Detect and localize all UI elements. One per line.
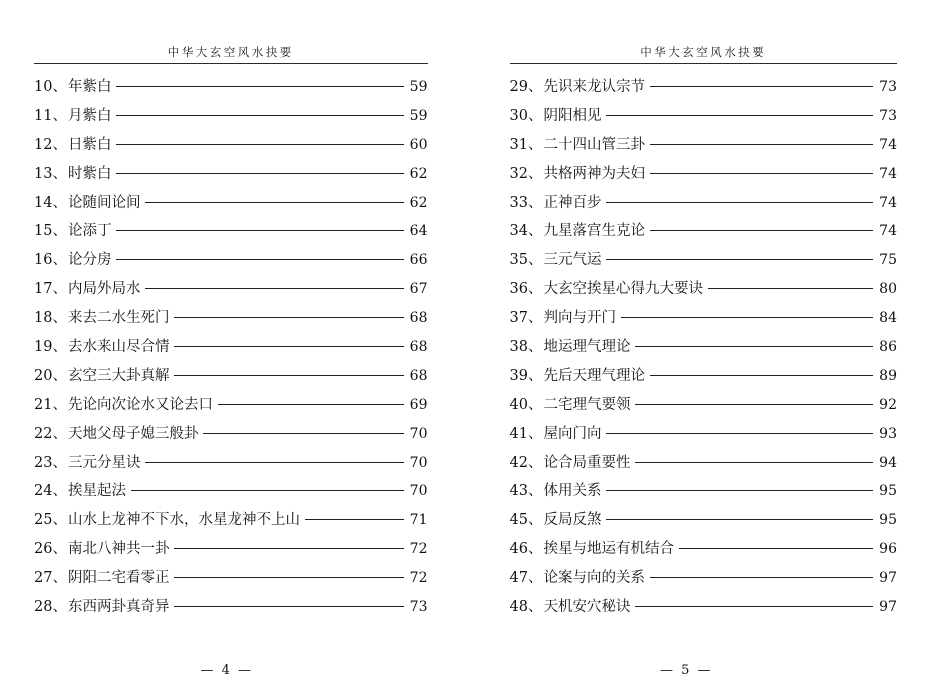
toc-title: 正神百步	[543, 194, 602, 211]
toc-entry[interactable]	[510, 167, 898, 182]
toc-entry[interactable]	[34, 398, 428, 413]
toc-number: 45、	[509, 512, 543, 529]
toc-page-number: 89	[879, 367, 897, 384]
toc-leader	[145, 287, 403, 289]
toc-title: 三元分星诀	[67, 454, 141, 471]
toc-leader	[305, 518, 404, 520]
toc-number: 14、	[34, 194, 67, 211]
toc-page-number: 68	[409, 367, 428, 384]
toc-entry[interactable]	[34, 600, 428, 615]
toc-leader	[116, 143, 403, 145]
toc-page-number: 73	[879, 79, 897, 95]
toc-entry[interactable]	[510, 340, 898, 355]
toc-number: 31、	[509, 136, 543, 153]
toc-number: 37、	[509, 310, 543, 327]
toc-title: 大玄空挨星心得九大要诀	[543, 281, 703, 298]
toc-number: 40、	[509, 396, 543, 413]
toc-entry[interactable]	[34, 484, 428, 499]
toc-title: 挨星与地运有机结合	[543, 541, 674, 558]
toc-leader	[708, 287, 873, 289]
toc-leader	[635, 605, 873, 607]
folio-left: — 4 —	[200, 663, 254, 678]
toc-entry[interactable]	[510, 542, 898, 557]
toc-page-number: 94	[879, 454, 897, 471]
toc-number: 21、	[34, 396, 67, 413]
toc-page-number: 70	[409, 483, 428, 500]
toc-number: 11、	[34, 107, 67, 124]
toc-leader	[621, 316, 873, 318]
toc-leader	[650, 229, 873, 231]
toc-entry[interactable]	[510, 484, 898, 499]
toc-page-number: 86	[879, 339, 897, 356]
toc-entry[interactable]	[510, 224, 898, 239]
toc-leader	[650, 172, 873, 174]
toc-entry[interactable]	[34, 311, 428, 326]
toc-leader	[218, 403, 404, 405]
toc-title: 山水上龙神不下水，水星龙神不上山	[67, 512, 300, 529]
toc-page-number: 72	[409, 570, 428, 587]
toc-page-number: 60	[409, 136, 428, 153]
toc-number: 48、	[509, 599, 543, 616]
toc-page-number: 97	[879, 570, 897, 587]
toc-entry[interactable]	[510, 196, 898, 211]
toc-title: 玄空三大卦真解	[67, 367, 170, 384]
toc-entry[interactable]	[34, 456, 428, 471]
toc-title: 南北八神共一卦	[67, 541, 170, 558]
toc-title: 论随间论间	[67, 194, 141, 211]
toc-leader	[606, 258, 873, 260]
toc-title: 时紫白	[67, 165, 112, 182]
toc-page-number: 95	[879, 483, 897, 500]
toc-leader	[635, 461, 873, 463]
toc-title: 二宅理气要领	[543, 396, 631, 413]
toc-entry[interactable]	[510, 138, 898, 153]
toc-leader	[116, 229, 403, 231]
toc-number: 22、	[34, 425, 67, 442]
toc-leader	[174, 547, 403, 549]
toc-page-number: 73	[879, 107, 897, 124]
folio-right: — 5 —	[659, 663, 713, 678]
toc-page-number: 92	[879, 396, 897, 413]
toc-number: 43、	[509, 483, 543, 500]
toc-number: 20、	[34, 367, 67, 384]
toc-title: 月紫白	[67, 107, 112, 124]
toc-number: 29、	[509, 79, 543, 95]
toc-number: 32、	[509, 165, 543, 182]
toc-leader	[650, 576, 873, 578]
toc-page-number: 70	[409, 454, 428, 471]
toc-number: 30、	[509, 107, 543, 124]
toc-entry[interactable]	[510, 253, 898, 268]
toc-entry[interactable]	[34, 109, 428, 124]
toc-page-number: 66	[409, 252, 428, 269]
toc-leader	[131, 489, 404, 491]
toc-number: 36、	[509, 281, 543, 298]
toc-number: 41、	[509, 425, 543, 442]
toc-number: 16、	[34, 252, 67, 269]
toc-title: 先后天理气理论	[543, 367, 645, 384]
toc-entry[interactable]	[34, 196, 428, 211]
toc-number: 39、	[509, 367, 543, 384]
running-head-right: 中华大玄空风水抉要	[640, 45, 767, 59]
toc-title: 三元气运	[543, 252, 602, 269]
toc-title: 地运理气理论	[543, 339, 631, 356]
toc-title: 内局外局水	[67, 281, 141, 298]
toc-title: 二十四山管三卦	[543, 136, 645, 153]
toc-leader	[606, 518, 873, 520]
toc-number: 35、	[509, 252, 543, 269]
toc-leader	[145, 461, 403, 463]
toc-title: 天机安穴秘诀	[543, 599, 631, 616]
toc-number: 23、	[34, 454, 67, 471]
toc-leader	[203, 432, 403, 434]
toc-page-number: 62	[409, 194, 428, 211]
toc-number: 27、	[34, 570, 67, 587]
head-rule-right	[510, 63, 898, 64]
toc-entry[interactable]	[34, 369, 428, 384]
toc-number: 12、	[34, 136, 67, 153]
toc-entry[interactable]	[34, 340, 428, 355]
toc-leader	[650, 374, 873, 376]
toc-number: 15、	[34, 223, 67, 240]
toc-entry[interactable]	[34, 224, 428, 239]
toc-leader	[116, 258, 403, 260]
toc-title: 天地父母子媳三般卦	[67, 425, 199, 442]
toc-title: 去水来山尽合情	[67, 339, 170, 356]
toc-leader	[174, 345, 403, 347]
toc-page-number: 74	[879, 165, 897, 182]
toc-number: 13、	[34, 165, 67, 182]
toc-title: 阴阳二宅看零正	[67, 570, 170, 587]
toc-number: 24、	[34, 483, 67, 500]
toc-title: 年紫白	[67, 79, 112, 95]
toc-list-right	[510, 80, 898, 615]
toc-page-number: 93	[879, 425, 897, 442]
toc-number: 18、	[34, 310, 67, 327]
toc-number: 10、	[34, 79, 67, 95]
toc-title: 论合局重要性	[543, 454, 631, 471]
toc-leader	[174, 374, 403, 376]
toc-leader	[174, 576, 403, 578]
toc-title: 日紫白	[67, 136, 112, 153]
toc-page-number: 62	[409, 165, 428, 182]
toc-title: 体用关系	[543, 483, 602, 500]
toc-title: 论添丁	[67, 223, 112, 240]
toc-title: 阴阳相见	[543, 107, 602, 124]
toc-entry[interactable]	[34, 513, 428, 528]
toc-leader	[606, 432, 873, 434]
toc-number: 19、	[34, 339, 67, 356]
toc-number: 25、	[34, 512, 67, 529]
toc-title: 反局反煞	[543, 512, 602, 529]
toc-leader	[606, 201, 873, 203]
toc-page-number: 75	[879, 252, 897, 269]
toc-entry[interactable]	[510, 311, 898, 326]
toc-title: 屋向门向	[543, 425, 602, 442]
toc-leader	[174, 316, 403, 318]
toc-entry[interactable]	[34, 571, 428, 586]
page-right	[464, 0, 927, 700]
toc-title: 共格两神为夫妇	[543, 165, 645, 182]
toc-page-number: 70	[409, 425, 428, 442]
toc-entry[interactable]	[510, 427, 898, 442]
toc-leader	[116, 172, 403, 174]
toc-page-number: 71	[409, 512, 428, 529]
toc-page-number: 59	[409, 79, 428, 95]
toc-entry[interactable]	[34, 427, 428, 442]
toc-number: 28、	[34, 599, 67, 616]
toc-entry[interactable]	[34, 542, 428, 557]
toc-number: 47、	[509, 570, 543, 587]
toc-entry[interactable]	[510, 282, 898, 297]
toc-number: 26、	[34, 541, 67, 558]
toc-title: 挨星起法	[67, 483, 126, 500]
toc-leader	[650, 143, 873, 145]
toc-title: 东西两卦真奇异	[67, 599, 170, 616]
toc-page-number: 96	[879, 541, 897, 558]
running-head-left: 中华大玄空风水抉要	[167, 45, 294, 59]
toc-entry[interactable]	[34, 253, 428, 268]
toc-leader	[606, 489, 873, 491]
toc-leader	[635, 403, 873, 405]
toc-entry[interactable]	[510, 109, 898, 124]
toc-leader	[145, 201, 403, 203]
toc-leader	[650, 85, 873, 87]
toc-leader	[635, 345, 873, 347]
toc-entry[interactable]	[34, 282, 428, 297]
toc-entry[interactable]	[510, 80, 898, 95]
toc-title: 论案与向的关系	[543, 570, 645, 587]
toc-page-number: 64	[409, 223, 428, 240]
toc-number: 46、	[509, 541, 543, 558]
toc-entry[interactable]	[34, 138, 428, 153]
toc-entry[interactable]	[510, 456, 898, 471]
head-rule-left	[34, 63, 428, 64]
toc-number: 17、	[34, 281, 67, 298]
toc-title: 先论向次论水又论去口	[67, 396, 213, 413]
toc-leader	[679, 547, 873, 549]
toc-page-number: 97	[879, 599, 897, 616]
toc-number: 38、	[509, 339, 543, 356]
toc-page-number: 72	[409, 541, 428, 558]
toc-page-number: 84	[879, 310, 897, 327]
toc-leader	[174, 605, 403, 607]
toc-entry[interactable]	[510, 571, 898, 586]
toc-number: 33、	[509, 194, 543, 211]
toc-entry[interactable]	[510, 369, 898, 384]
toc-page-number: 74	[879, 194, 897, 211]
toc-title: 九星落宫生克论	[543, 223, 645, 240]
toc-page-number: 95	[879, 512, 897, 529]
toc-number: 42、	[509, 454, 543, 471]
toc-leader	[116, 114, 403, 116]
toc-entry[interactable]	[510, 513, 898, 528]
toc-page-number: 74	[879, 136, 897, 153]
toc-list-left	[34, 80, 428, 615]
toc-leader	[116, 85, 403, 87]
toc-title: 判向与开门	[543, 310, 616, 327]
toc-title: 论分房	[67, 252, 112, 269]
toc-title: 先识来龙认宗节	[543, 79, 645, 95]
toc-entry[interactable]	[34, 80, 428, 95]
toc-leader	[606, 114, 873, 116]
toc-number: 34、	[509, 223, 543, 240]
toc-page-number: 73	[409, 599, 428, 616]
toc-page-number: 67	[409, 281, 428, 298]
toc-entry[interactable]	[510, 600, 898, 615]
toc-page-number: 68	[409, 339, 428, 356]
toc-page-number: 80	[879, 281, 897, 298]
toc-entry[interactable]	[510, 398, 898, 413]
toc-page-number: 68	[409, 310, 428, 327]
toc-page-number: 74	[879, 223, 897, 240]
toc-entry[interactable]	[34, 167, 428, 182]
toc-page-number: 59	[409, 107, 428, 124]
toc-title: 来去二水生死门	[67, 310, 170, 327]
toc-page-number: 69	[409, 396, 428, 413]
